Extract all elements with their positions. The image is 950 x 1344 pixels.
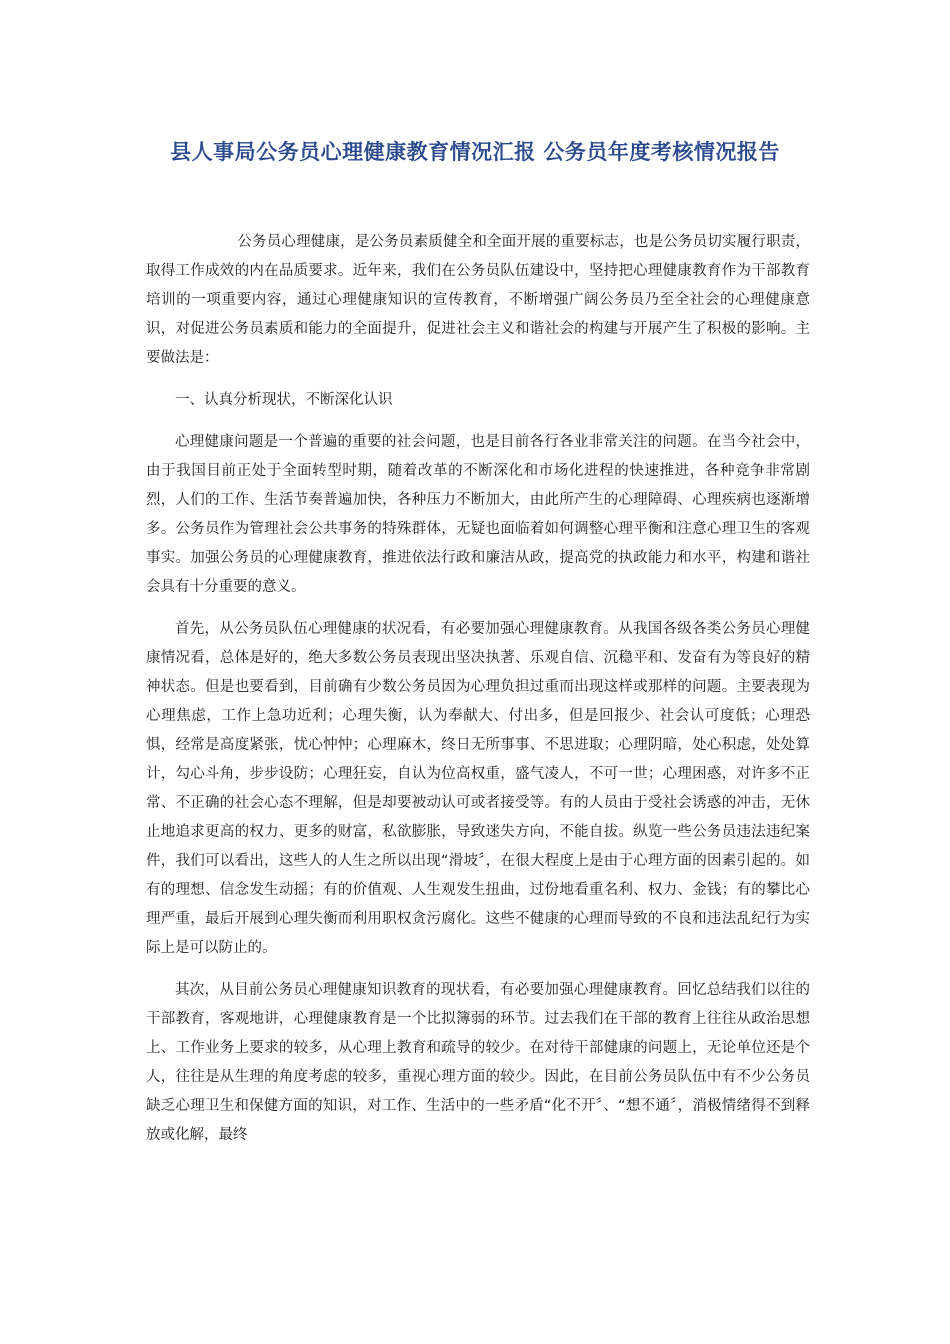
section-heading: 一、认真分析现状，不断深化认识 (175, 392, 393, 408)
paragraph-first-point: 首先，从公务员队伍心理健康的状况看，有必要加强心理健康教育。从我国各级各类公务员心理健康情况看，总体是好的，绝大多数公务员表现出坚决执著、乐观自信、沉稳平和、发奋有为等良好的精神状态。但是也要看到，目前确有少数公务员因为心理负担过重而出现这样或那样的问题。主要表现为心理焦虑，工作上急功近利；心理失衡，认为奉献大、付出多，但是回报少、社会认可度低；心理恐惧，经常是高度紧张，忧心忡忡；心理麻木，终日无所事事、不思进取；心理阴暗，处心积虑，处处算计，勾心斗角，步步设防；心理狂妄，自认为位高权重，盛气凌人，不可一世；心理困惑，对许多不正常、不正确的社会心态不理解，但是却要被动认可或者接受等。有的人员由于受社会诱惑的冲击，无休止地追求更高的权力、更多的财富，私欲膨胀，导致迷失方向，不能自拔。纵览一些公务员违法违纪案件，我们可以看出，这些人的人生之所以出现“滑坡〞，在很大程度上是由于心理方面的因素引起的。如有的理想、信念发生动摇；有的价值观、人生观发生扭曲，过份地看重名利、权力、金钱；有的攀比心理严重，最后开展到心理失衡而利用职权贪污腐化。这些不健康的心理而导致的不良和违法乱纪行为实际上是可以防止的。 (146, 621, 810, 956)
paragraph-background: 心理健康问题是一个普遍的重要的社会问题，也是目前各行各业非常关注的问题。在当今社会中，由于我国目前正处于全面转型时期，随着改革的不断深化和市场化进程的快速推进，各种竞争非常剧烈，人们的工作、生活节奏普遍加快，各种压力不断加大，由此所产生的心理障碍、心理疾病也逐渐增多。公务员作为管理社会公共事务的特殊群体，无疑也面临着如何调整心理平衡和注意心理卫生的客观事实。加强公务员的心理健康教育，推进依法行政和廉洁从政，提高党的执政能力和水平，构建和谐社会具有十分重要的意义。 (146, 434, 810, 595)
paragraph-intro: 公务员心理健康，是公务员素质健全和全面开展的重要标志，也是公务员切实履行职责，取得工作成效的内在品质要求。近年来，我们在公务员队伍建设中，坚持把心理健康教育作为干部教育培训的一项重要内容，通过心理健康知识的宣传教育，不断增强广阔公务员乃至全社会的心理健康意识，对促进公务员素质和能力的全面提升，促进社会主义和谐社会的构建与开展产生了积极的影响。主要做法是： (146, 234, 810, 366)
document-title: 县人事局公务员心理健康教育情况汇报 公务员年度考核情况报告 (170, 140, 780, 164)
paragraph-second-point: 其次，从目前公务员心理健康知识教育的现状看，有必要加强心理健康教育。回忆总结我们以往的干部教育，客观地讲，心理健康教育是一个比拟簿弱的环节。过去我们在干部的教育上往往从政治思想上、工作业务上要求的较多，从心理上教育和疏导的较少。在对待干部健康的问题上，无论单位还是个人，往往是从生理的角度考虑的较多，重视心理方面的较少。因此，在目前公务员队伍中有不少公务员缺乏心理卫生和保健方面的知识，对工作、生活中的一些矛盾“化不开〞、“想不通〞，消极情绪得不到释放或化解，最终 (146, 982, 810, 1143)
document-body (146, 228, 810, 1150)
